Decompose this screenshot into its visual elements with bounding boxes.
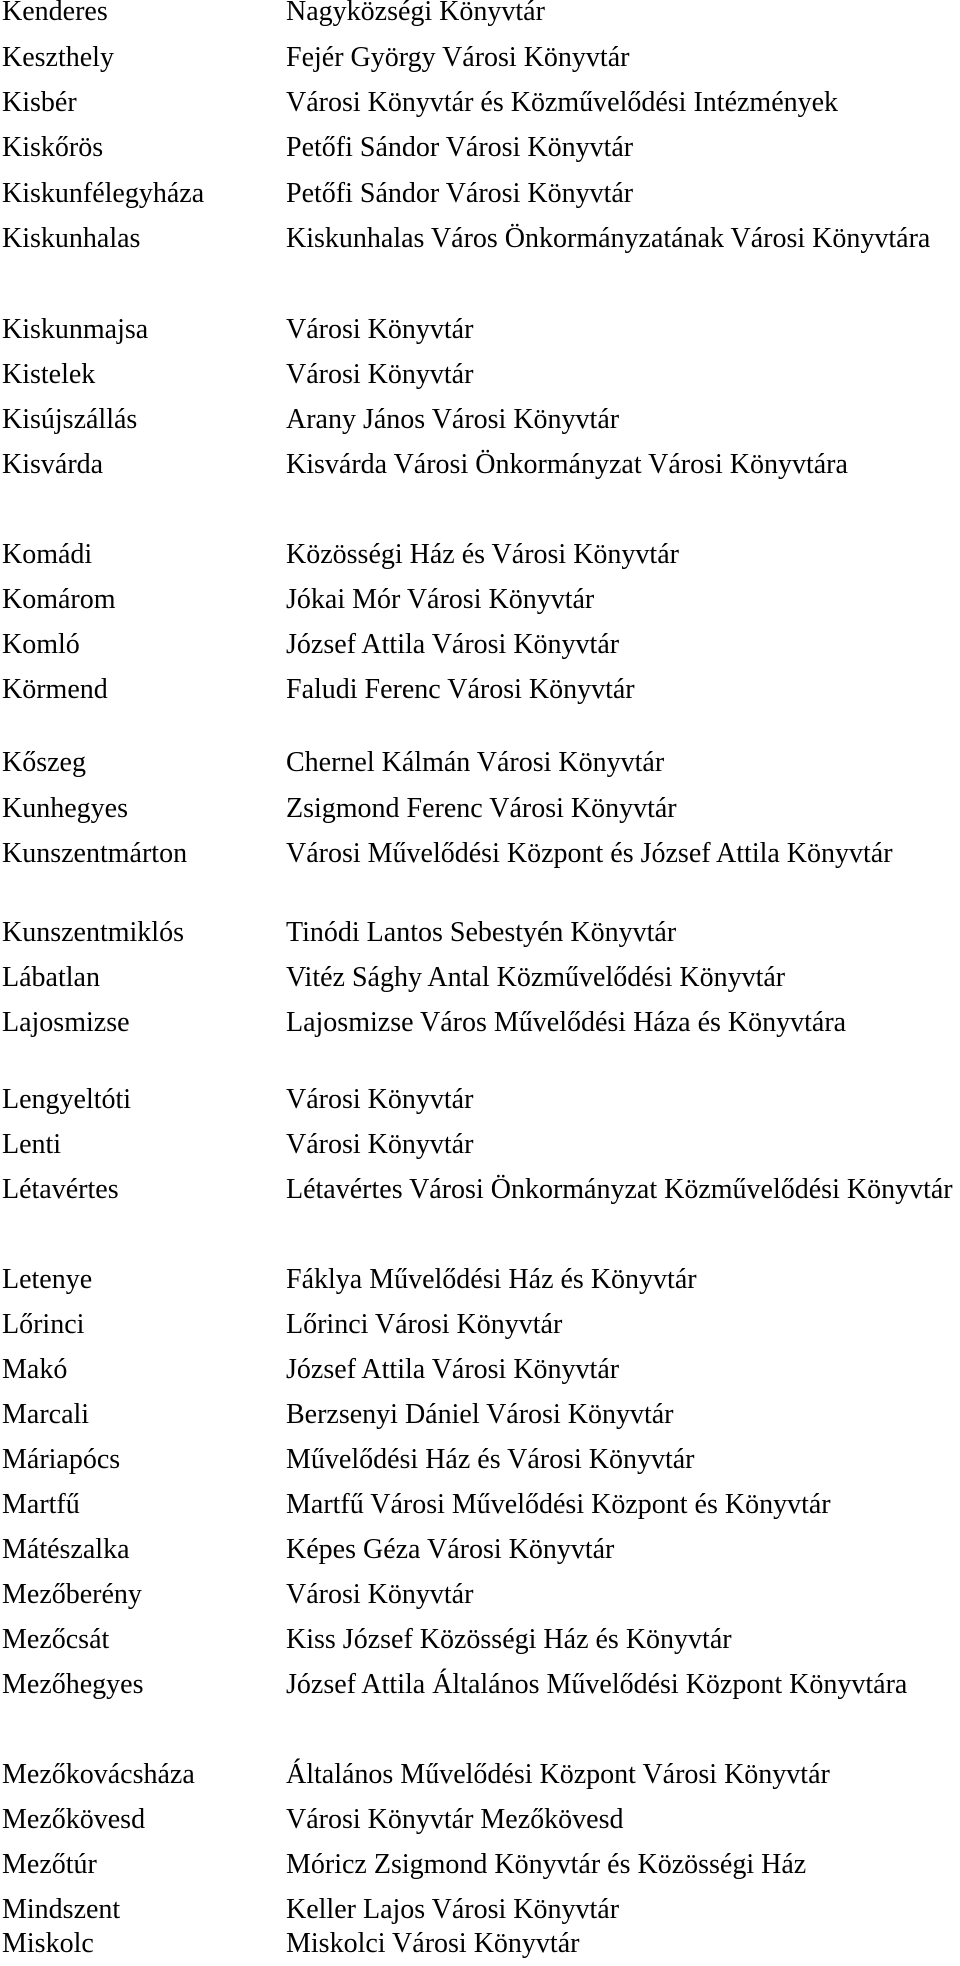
town-name: Mezőkovácsháza (2, 1759, 195, 1790)
town-name: Mezőhegyes (2, 1669, 144, 1700)
library-name: Martfű Városi Művelődési Központ és Könyvtár (286, 1489, 831, 1520)
town-name: Kiskunfélegyháza (2, 178, 205, 209)
town-name: Mindszent (2, 1894, 121, 1925)
library-name: Fejér György Városi Könyvtár (286, 42, 630, 73)
town-name: Mezőkövesd (2, 1804, 146, 1835)
town-name: Kunszentmiklós (2, 917, 184, 948)
town-name: Körmend (2, 674, 108, 705)
library-name: Városi Könyvtár (286, 1084, 474, 1115)
town-name: Lenti (2, 1129, 62, 1160)
library-name: Vitéz Sághy Antal Közművelődési Könyvtár (286, 962, 786, 993)
town-name: Letenye (2, 1264, 93, 1295)
library-name: Kisvárda Városi Önkormányzat Városi Könyvtára (286, 449, 848, 480)
library-name: Városi Könyvtár (286, 1579, 474, 1610)
library-name: Zsigmond Ferenc Városi Könyvtár (286, 793, 677, 824)
library-name: József Attila Városi Könyvtár (286, 1354, 620, 1385)
library-name: Városi Könyvtár Mezőkövesd (286, 1804, 624, 1835)
town-name: Komárom (2, 584, 116, 615)
library-name: Kiss József Közösségi Ház és Könyvtár (286, 1624, 732, 1655)
library-name: Miskolci Városi Könyvtár (286, 1928, 580, 1959)
town-name: Mezőberény (2, 1579, 142, 1610)
library-name: Petőfi Sándor Városi Könyvtár (286, 132, 634, 163)
town-name: Keszthely (2, 42, 114, 73)
library-name: Városi Könyvtár (286, 1129, 474, 1160)
library-name: Keller Lajos Városi Könyvtár (286, 1894, 620, 1925)
library-name: Városi Könyvtár és Közművelődési Intézmények (286, 87, 839, 118)
town-name: Lajosmizse (2, 1007, 130, 1038)
town-name: Létavértes (2, 1174, 119, 1205)
library-name: József Attila Általános Művelődési Központ Könyvtára (286, 1669, 908, 1700)
library-name: Lajosmizse Város Művelődési Háza és Könyvtára (286, 1007, 847, 1038)
library-name: Városi Művelődési Központ és József Attila Könyvtár (286, 838, 893, 869)
library-name: Képes Géza Városi Könyvtár (286, 1534, 615, 1565)
town-name: Mezőtúr (2, 1849, 97, 1880)
library-name: Közösségi Ház és Városi Könyvtár (286, 539, 679, 570)
town-name: Marcali (2, 1399, 90, 1430)
library-name: Jókai Mór Városi Könyvtár (286, 584, 595, 615)
town-name: Kiskőrös (2, 132, 104, 163)
town-name: Martfű (2, 1489, 80, 1520)
town-name: Lengyeltóti (2, 1084, 132, 1115)
town-name: Kisbér (2, 87, 77, 118)
library-name: Művelődési Ház és Városi Könyvtár (286, 1444, 695, 1475)
town-name: Makó (2, 1354, 68, 1385)
library-name: Városi Könyvtár (286, 359, 474, 390)
town-name: Kiskunmajsa (2, 314, 149, 345)
town-name: Kenderes (2, 0, 108, 27)
town-name: Kiskunhalas (2, 223, 141, 254)
library-name: Tinódi Lantos Sebestyén Könyvtár (286, 917, 677, 948)
library-name: Nagyközségi Könyvtár (286, 0, 545, 27)
town-name: Lábatlan (2, 962, 100, 993)
town-name: Lőrinci (2, 1309, 85, 1340)
town-name: Kisújszállás (2, 404, 138, 435)
library-name: József Attila Városi Könyvtár (286, 629, 620, 660)
town-name: Kőszeg (2, 747, 86, 778)
library-name: Berzsenyi Dániel Városi Könyvtár (286, 1399, 674, 1430)
town-name: Komádi (2, 539, 93, 570)
town-name: Kunszentmárton (2, 838, 188, 869)
library-name: Lőrinci Városi Könyvtár (286, 1309, 563, 1340)
library-name: Móricz Zsigmond Könyvtár és Közösségi Ház (286, 1849, 807, 1880)
library-name: Általános Művelődési Központ Városi Könyvtár (286, 1759, 830, 1790)
library-name: Kiskunhalas Város Önkormányzatának Városi Könyvtára (286, 223, 931, 254)
town-name: Miskolc (2, 1928, 94, 1959)
town-name: Komló (2, 629, 80, 660)
library-name: Petőfi Sándor Városi Könyvtár (286, 178, 634, 209)
town-name: Máriapócs (2, 1444, 121, 1475)
town-name: Kistelek (2, 359, 96, 390)
town-name: Kunhegyes (2, 793, 128, 824)
town-name: Kisvárda (2, 449, 104, 480)
library-name: Arany János Városi Könyvtár (286, 404, 620, 435)
town-name: Mezőcsát (2, 1624, 110, 1655)
library-name: Városi Könyvtár (286, 314, 474, 345)
town-name: Mátészalka (2, 1534, 130, 1565)
library-name: Létavértes Városi Önkormányzat Közművelődési Könyvtár (286, 1174, 953, 1205)
library-name: Faludi Ferenc Városi Könyvtár (286, 674, 635, 705)
library-name: Chernel Kálmán Városi Könyvtár (286, 747, 665, 778)
library-name: Fáklya Művelődési Ház és Könyvtár (286, 1264, 697, 1295)
